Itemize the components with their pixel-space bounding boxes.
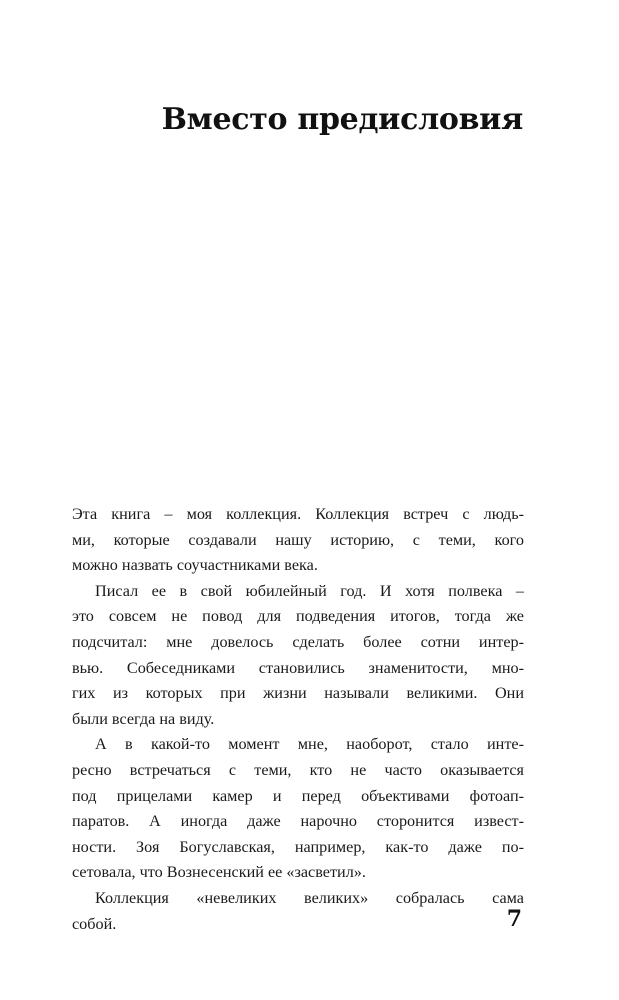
paragraph-2-line-1: Писал ее в свой юбилейный год. И хотя полвека – (95, 581, 524, 600)
paragraph-3-line-1: А в какой-то момент мне, наоборот, стало инте- (95, 735, 524, 754)
paragraph-2-line-2: это совсем не повод для подведения итогов, тогда же (72, 607, 524, 626)
paragraph-2-line-5: гих из которых при жизни называли великими. Они (72, 684, 524, 703)
chapter-title: Вместо предисловия (161, 102, 523, 137)
page-number: 7 (506, 906, 522, 932)
paragraph-3-line-6: сетовала, что Вознесенский ее «засветил». (72, 863, 366, 882)
paragraph-3-line-4: паратов. А иногда даже нарочно сторонится извест- (72, 812, 524, 831)
chapter-body (72, 502, 524, 937)
paragraph-1-line-1: Эта книга – моя коллекция. Коллекция встреч с людь- (72, 505, 524, 523)
paragraph-2-line-6: были всегда на виду. (72, 709, 215, 728)
paragraph-2-line-4: вью. Собеседниками становились знаменитости, мно- (72, 658, 524, 677)
paragraph-3-line-2: ресно встречаться с теми, кто не часто оказывается (72, 760, 524, 779)
paragraph-3-line-3: под прицелами камер и перед объективами фотоап- (72, 786, 524, 805)
paragraph-2-line-3: подсчитал: мне довелось сделать более сотни интер- (72, 632, 524, 651)
paragraph-4-line-1: Коллекция «невеликих великих» собралась сама (95, 888, 524, 907)
paragraph-1-line-2: ми, которые создавали нашу историю, с теми, кого (72, 530, 524, 549)
paragraph-3-line-5: ности. Зоя Богуславская, например, как-то даже по- (72, 837, 524, 856)
paragraph-4-line-2: собой. (72, 914, 117, 933)
paragraph-1-line-3: можно назвать соучастниками века. (72, 556, 318, 575)
